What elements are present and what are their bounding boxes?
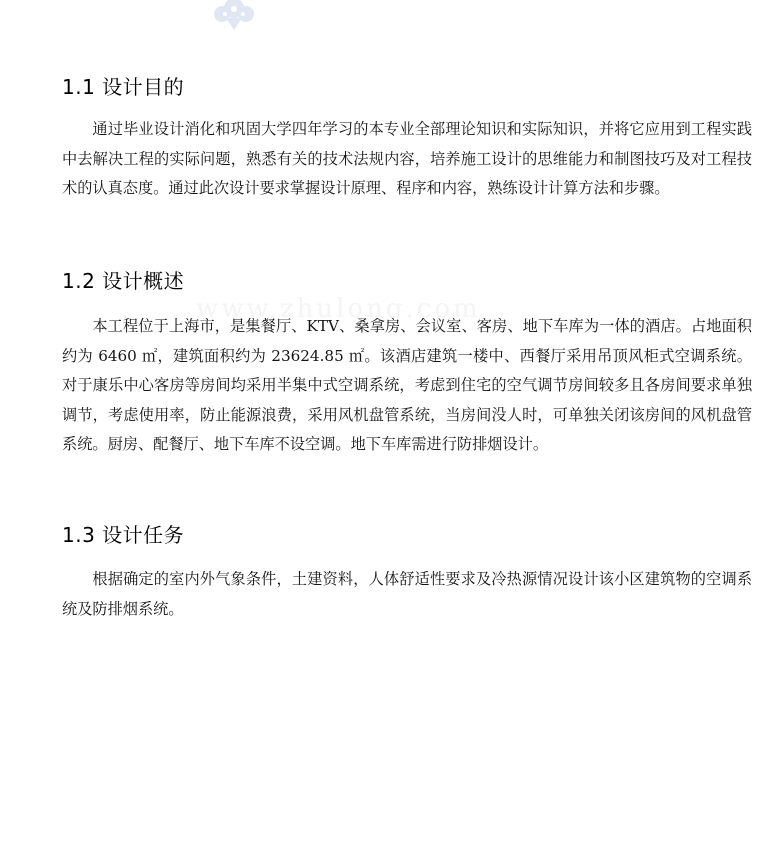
section-design-task xyxy=(62,522,752,624)
section-heading: 1.2 设计概述 xyxy=(62,269,185,293)
section-paragraph: 通过毕业设计消化和巩固大学四年学习的本专业全部理论知识和实际知识，并将它应用到工程实践中去解决工程的实际问题，熟悉有关的技术法规内容，培养施工设计的思维能力和制图技巧及对工程技术的认真态度。通过此次设计要求掌握设计原理、程序和内容，熟练设计计算方法和步骤。 xyxy=(62,120,752,198)
section-design-purpose xyxy=(62,74,752,204)
section-paragraph: 根据确定的室内外气象条件，土建资料，人体舒适性要求及冷热源情况设计该小区建筑物的空调系统及防排烟系统。 xyxy=(62,570,752,618)
section-heading: 1.3 设计任务 xyxy=(62,523,185,547)
logo-icon xyxy=(206,0,262,32)
section-heading: 1.1 设计目的 xyxy=(62,75,185,99)
section-design-overview xyxy=(62,268,752,460)
watermark-text: www.zhulong.com xyxy=(196,294,481,324)
section-paragraph: 本工程位于上海市，是集餐厅、KTV、桑拿房、会议室、客房、地下车库为一体的酒店。占地面积约为 6460 ㎡，建筑面积约为 23624.85 ㎡。该酒店建筑一楼中、西餐厅采用吊顶风柜式空调系统。对于康乐中心客房等房间均采用半集中式空调系统，考虑到住宅的空气调节房间较多且各房间要求单独调节，考虑使用率，防止能源浪费，采用风机盘管系统，当房间没人时，可单独关闭该房间的风机盘管系统。厨房、配餐厅、地下车库不设空调。地下车库需进行防排烟设计。 xyxy=(62,317,752,454)
